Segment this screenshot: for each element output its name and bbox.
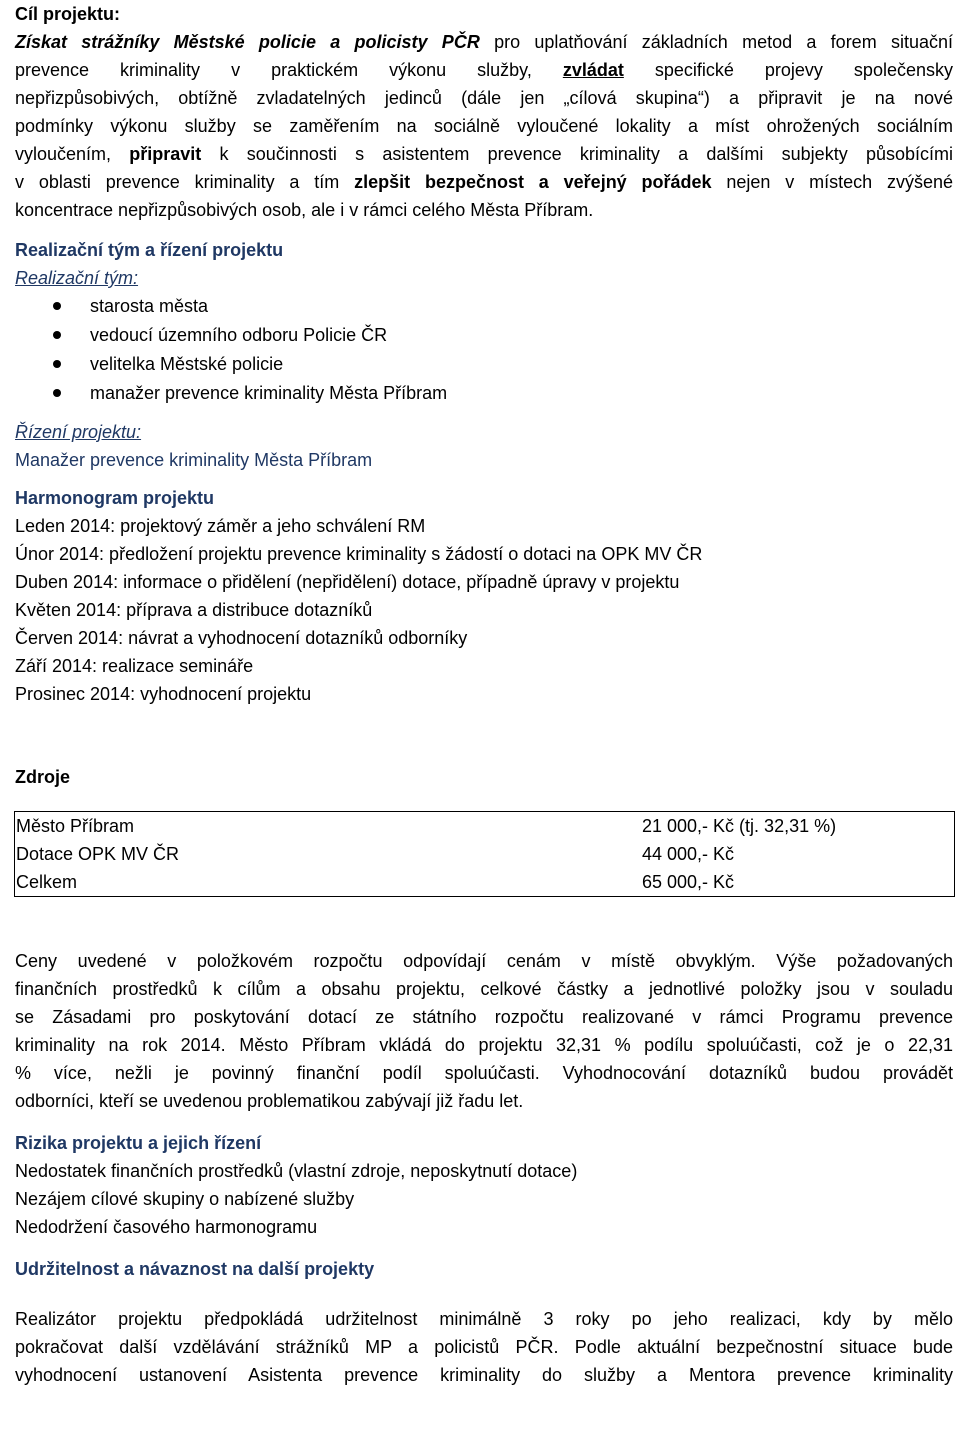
team-member-text: manažer prevence kriminality Města Příbram bbox=[90, 383, 448, 403]
prices-line: odborníci, kteří se uvedenou problematikou zabývají již řadu let. bbox=[15, 1091, 524, 1111]
schedule-item: Duben 2014: informace o přidělení (nepřidělení) dotace, případně úpravy v projektu bbox=[15, 572, 680, 592]
goal-text-segment: koncentrace nepřizpůsobivých osob, ale i v rámci celého Města Příbram. bbox=[15, 200, 594, 220]
goal-heading: Cíl projektu: bbox=[15, 4, 121, 24]
prices-paragraph bbox=[15, 947, 953, 1115]
sources-row bbox=[15, 840, 955, 868]
schedule-section bbox=[15, 484, 953, 708]
prices-line: Ceny uvedené v položkovém rozpočtu odpovídají cenám v místě obvyklým. Výše požadovaných bbox=[15, 951, 953, 971]
goal-text-segment: podmínky výkonu služby se zaměřením na sociálně vyloučené lokality a míst ohrožených sociálním bbox=[15, 116, 953, 136]
goal-text-segment: k součinnosti s asistentem prevence kriminality a dalšími subjekty působícími bbox=[201, 144, 953, 164]
sustainability-heading: Udržitelnost a návaznost na další projekty bbox=[15, 1259, 375, 1279]
goal-text-segment: prevence kriminality v praktickém výkonu služby, bbox=[15, 60, 563, 80]
goal-text-segment: v oblasti prevence kriminality a tím bbox=[15, 172, 355, 192]
prices-line: % více, nežli je povinný finanční podíl spoluúčasti. Vyhodnocování dotazníků budou provádět bbox=[15, 1063, 953, 1083]
goal-text-segment: nepřizpůsobivých, obtížně zvladatelných jedinců (dále jen „cílová skupina“) a připravit je na nové bbox=[15, 88, 953, 108]
goal-text-segment: Získat strážníky Městské policie a policisty PČR bbox=[15, 32, 480, 52]
goal-line bbox=[15, 84, 953, 112]
manager-text: Manažer prevence kriminality Města Příbram bbox=[15, 450, 373, 470]
team-member-item bbox=[15, 292, 953, 321]
schedule-item: Leden 2014: projektový záměr a jeho schválení RM bbox=[15, 516, 426, 536]
risks-heading: Rizika projektu a jejich řízení bbox=[15, 1133, 262, 1153]
bullet-icon bbox=[53, 360, 61, 368]
sources-amount: 44 000,- Kč bbox=[642, 843, 735, 864]
document-page bbox=[15, 0, 953, 1389]
schedule-item: Prosinec 2014: vyhodnocení projektu bbox=[15, 684, 312, 704]
team-member-item bbox=[15, 379, 953, 408]
goal-line bbox=[15, 196, 953, 224]
team-subheading: Realizační tým: bbox=[15, 268, 139, 288]
sustainability-section bbox=[15, 1255, 953, 1389]
risks-section bbox=[15, 1129, 953, 1241]
schedule-item: Květen 2014: příprava a distribuce dotazníků bbox=[15, 600, 373, 620]
team-member-text: vedoucí územního odboru Policie ČR bbox=[90, 325, 388, 345]
sustainability-paragraph bbox=[15, 1305, 953, 1389]
goal-section bbox=[15, 0, 953, 224]
goal-text-segment: pro uplatňování základních metod a forem situační bbox=[479, 32, 953, 52]
team-member-text: velitelka Městské policie bbox=[90, 354, 284, 374]
sources-table bbox=[14, 811, 955, 897]
team-member-item bbox=[15, 321, 953, 350]
sources-amount: 65 000,- Kč bbox=[642, 871, 735, 892]
team-member-item bbox=[15, 350, 953, 379]
schedule-item: Únor 2014: předložení projektu prevence kriminality s žádostí o dotaci na OPK MV ČR bbox=[15, 544, 703, 564]
sources-amount: 21 000,- Kč (tj. 32,31 %) bbox=[642, 815, 837, 836]
team-members-list bbox=[15, 292, 953, 408]
schedule-item: Září 2014: realizace semináře bbox=[15, 656, 254, 676]
sustainability-line: Realizátor projektu předpokládá udržitelnost minimálně 3 roky po jeho realizaci, kdy by mělo bbox=[15, 1309, 953, 1329]
goal-line bbox=[15, 168, 953, 196]
team-member-text: starosta města bbox=[90, 296, 209, 316]
goal-text-segment: nejen v místech zvýšené bbox=[711, 172, 953, 192]
prices-line: se Zásadami pro poskytování dotací ze státního rozpočtu realizované v rámci Programu prevence bbox=[15, 1007, 953, 1027]
schedule-item: Červen 2014: návrat a vyhodnocení dotazníků odborníky bbox=[15, 628, 468, 648]
goal-text-segment: připravit bbox=[129, 144, 202, 164]
goal-text-segment: specifické projevy společensky bbox=[623, 60, 953, 80]
goal-line bbox=[15, 56, 953, 84]
risk-item: Nezájem cílové skupiny o nabízené služby bbox=[15, 1189, 355, 1209]
risk-item: Nedostatek finančních prostředků (vlastní zdroje, neposkytnutí dotace) bbox=[15, 1161, 578, 1181]
sources-row bbox=[15, 812, 955, 841]
bullet-icon bbox=[53, 331, 61, 339]
sustainability-line: pokračovat další vzdělávání strážníků MP a policistů PČR. Podle aktuální bezpečnostní situace bude bbox=[15, 1337, 953, 1357]
goal-paragraph bbox=[15, 28, 953, 224]
sources-section bbox=[15, 763, 953, 897]
prices-line: finančních prostředků k cílům a obsahu projektu, celkové částky a jednotlivé položky jsou v souladu bbox=[15, 979, 953, 999]
goal-line bbox=[15, 28, 953, 56]
sources-label: Dotace OPK MV ČR bbox=[16, 843, 180, 864]
risk-item: Nedodržení časového harmonogramu bbox=[15, 1217, 318, 1237]
goal-line bbox=[15, 112, 953, 140]
management-heading: Řízení projektu: bbox=[15, 422, 142, 442]
sources-label: Celkem bbox=[16, 871, 78, 892]
goal-text-segment: zvládat bbox=[562, 60, 624, 80]
team-heading: Realizační tým a řízení projektu bbox=[15, 240, 284, 260]
schedule-list bbox=[15, 512, 953, 708]
sources-heading: Zdroje bbox=[15, 767, 71, 787]
sources-row bbox=[15, 868, 955, 897]
goal-line bbox=[15, 140, 953, 168]
risks-list bbox=[15, 1157, 953, 1241]
schedule-heading: Harmonogram projektu bbox=[15, 488, 215, 508]
team-section bbox=[15, 236, 953, 474]
goal-text-segment: vyloučením, bbox=[15, 144, 130, 164]
goal-text-segment: zlepšit bezpečnost a veřejný pořádek bbox=[354, 172, 712, 192]
sustainability-line: vyhodnocení ustanovení Asistenta prevence kriminality do služby a Mentora prevence kriminality bbox=[15, 1365, 953, 1385]
sources-label: Město Příbram bbox=[16, 815, 135, 836]
prices-line: kriminality na rok 2014. Město Příbram vkládá do projektu 32,31 % podílu spoluúčasti, což je o 22,31 bbox=[15, 1035, 953, 1055]
bullet-icon bbox=[53, 389, 61, 397]
bullet-icon bbox=[53, 302, 61, 310]
